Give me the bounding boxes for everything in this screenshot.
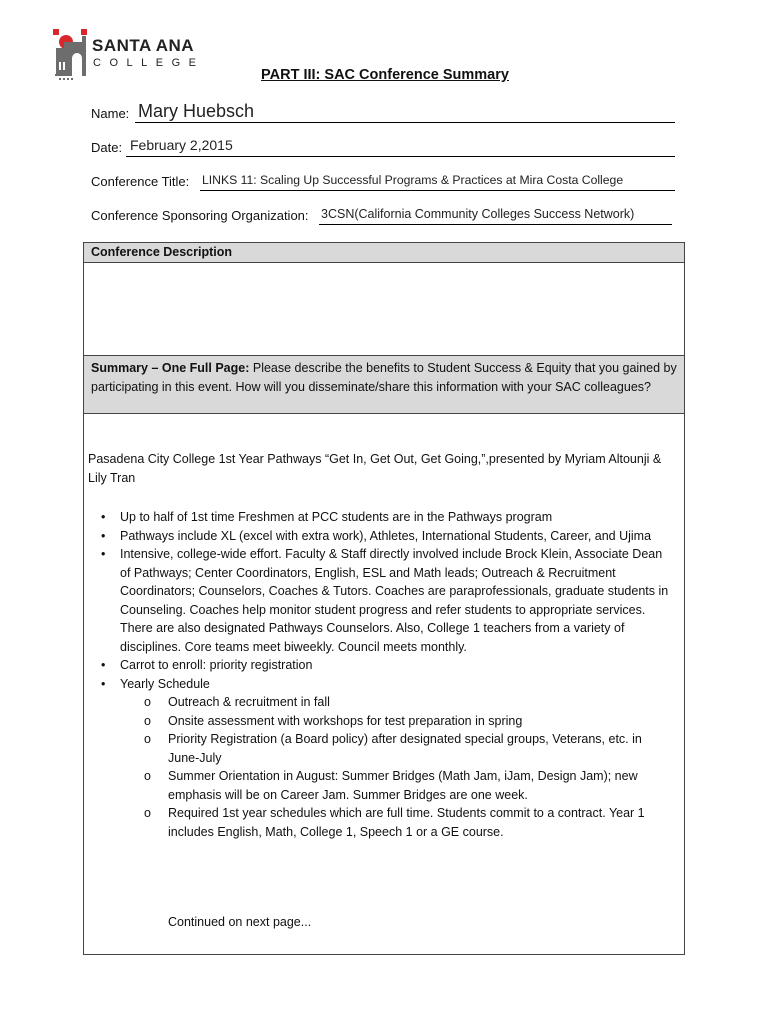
description-header — [84, 243, 684, 263]
list-item-yearly-schedule — [88, 675, 673, 842]
sublist-item: o Required 1st year schedules which are full time. Students commit to a contract. Year 1 includes English, Math, College 1, Speech 1 or a GE course. — [88, 804, 673, 841]
description-area[interactable] — [84, 263, 684, 356]
document-title: PART III: SAC Conference Summary — [261, 67, 509, 83]
summary-header-bold: Summary – One Full Page: — [91, 361, 250, 375]
date-field[interactable] — [91, 133, 681, 157]
date-value: February 2,2015 — [130, 137, 233, 153]
name-value: Mary Huebsch — [138, 101, 255, 121]
date-underline — [126, 156, 675, 157]
name-field[interactable] — [91, 99, 681, 123]
summary-header-text — [91, 359, 679, 396]
sponsor-field[interactable] — [91, 201, 681, 225]
summary-intro: Pasadena City College 1st Year Pathways “Get In, Get Out, Get Going,”,presented by Myriam Altounji & Lily Tran — [88, 452, 662, 485]
name-label: Name: — [91, 106, 130, 121]
sponsor-value: 3CSN(California Community Colleges Success Network) — [321, 207, 635, 221]
list-item: • Carrot to enroll: priority registration — [88, 656, 673, 675]
summary-header-instructions: Please describe the benefits to Student Success & Equity that you gained by participating in this event. How will you disseminate/share this information with your SAC colleagues? — [91, 361, 677, 394]
sublist-item: o Priority Registration (a Board policy) after designated special groups, Veterans, etc. in June-July — [88, 730, 673, 767]
summary-header — [84, 356, 684, 414]
conference-title-label: Conference Title: — [91, 174, 190, 189]
list-item: • Pathways include XL (excel with extra work), Athletes, International Students, Career, and Ujima — [88, 527, 673, 546]
sublist-item: o Onsite assessment with workshops for test preparation in spring — [88, 712, 673, 731]
conference-title-value: LINKS 11: Scaling Up Successful Programs & Practices at Mira Costa College — [202, 173, 624, 187]
sublist-item: o Outreach & recruitment in fall — [88, 693, 673, 712]
logo-subtitle: COLLEGE — [93, 57, 205, 69]
description-header-label: Conference Description — [91, 245, 233, 259]
name-underline — [135, 122, 675, 123]
conference-title-field[interactable] — [91, 167, 681, 191]
sponsor-underline — [319, 224, 672, 225]
summary-body — [88, 450, 673, 841]
continued-note: Continued on next page... — [168, 915, 312, 929]
list-item: • Up to half of 1st time Freshmen at PCC students are in the Pathways program — [88, 508, 673, 527]
list-item: • Intensive, college-wide effort. Faculty & Staff directly involved include Brock Klein, Associate Dean of Pathways; Center Coordinators, English, ESL and Math leads; Outreach & Recruitment Coordinators; Counselors, Coaches & Tutors. Coaches are paraprofessionals, graduate students in Counseling. Coaches help monitor student progress and refer students to appropriate services. There are also designated Pathways Counselors. Also, College 1 teachers from a variety of disciplines. Core teams meet biweekly. Council meets monthly. — [88, 545, 673, 656]
sublist-item: o Summer Orientation in August: Summer Bridges (Math Jam, iJam, Design Jam); new emphasis will be on Career Jam. Summer Bridges are one week. — [88, 767, 673, 804]
sponsor-label: Conference Sponsoring Organization: — [91, 208, 309, 223]
yearly-schedule-label: Yearly Schedule — [120, 676, 210, 691]
schedule-sublist — [88, 693, 673, 841]
conference-title-underline — [200, 190, 675, 191]
logo-wordmark: SANTA ANA — [92, 36, 195, 55]
date-label: Date: — [91, 140, 123, 155]
summary-table — [83, 242, 685, 955]
summary-bullet-list — [88, 508, 673, 841]
